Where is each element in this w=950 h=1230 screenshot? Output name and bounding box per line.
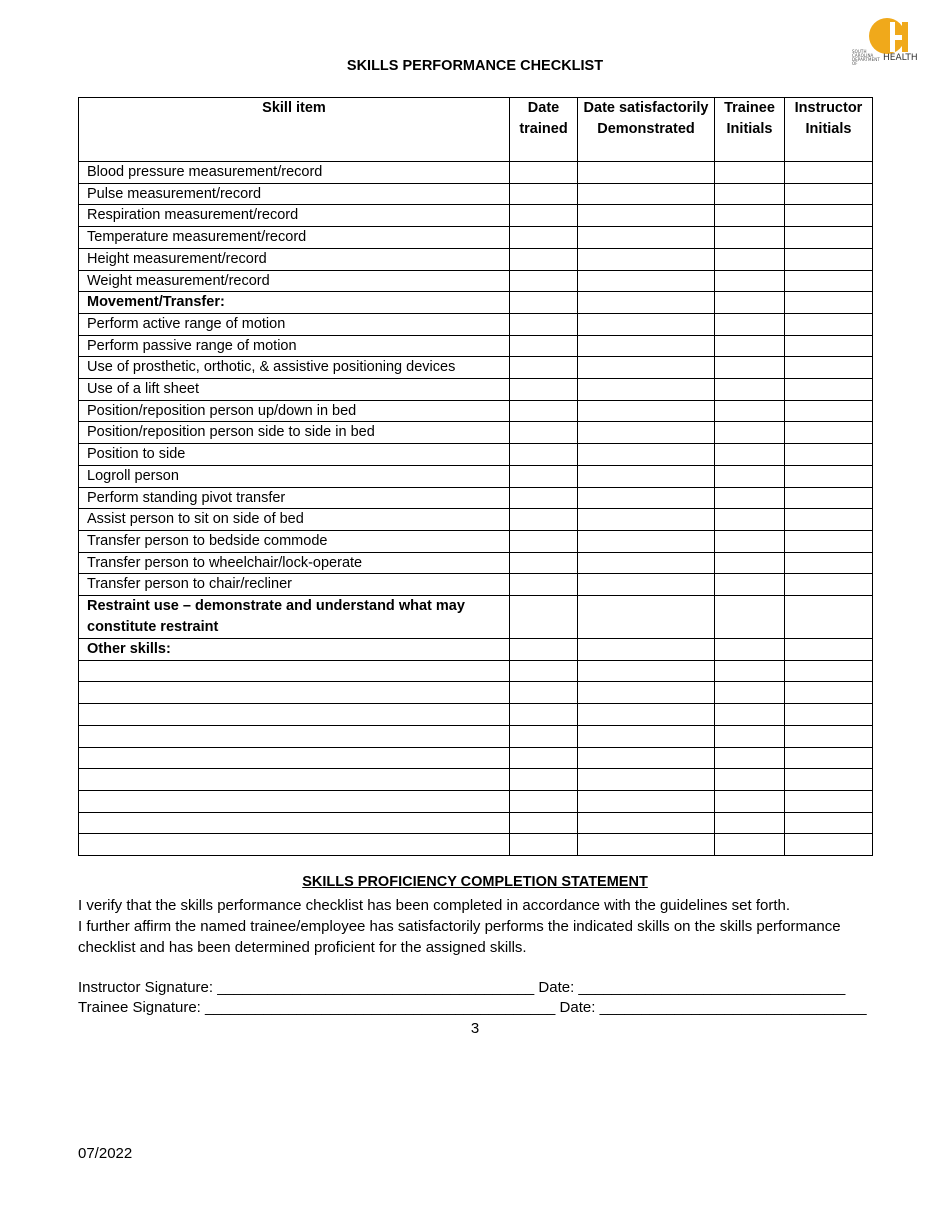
blank-skill-cell[interactable] [79,660,510,682]
blank-skill-cell[interactable] [79,747,510,769]
instructor-initials-cell[interactable] [785,270,873,292]
table-row [79,596,873,639]
trainee-initials-cell[interactable] [715,183,785,205]
date-demonstrated-cell[interactable] [578,313,715,335]
date-trained-cell[interactable] [510,682,578,704]
date-demonstrated-cell[interactable] [578,379,715,401]
date-trained-cell[interactable] [510,790,578,812]
header-date-demonstrated: Date satisfactorily Demonstrated [578,98,715,162]
blank-skill-cell[interactable] [79,704,510,726]
date-demonstrated-cell[interactable] [578,422,715,444]
date-demonstrated-cell[interactable] [578,747,715,769]
date-trained-cell[interactable] [510,769,578,791]
instructor-initials-cell[interactable] [785,400,873,422]
date-demonstrated-cell[interactable] [578,270,715,292]
instructor-initials-cell[interactable] [785,292,873,314]
statement-line-2: I further affirm the named trainee/employee has satisfactorily performs the indicated skills on the skills performance checklist and has been determined proficient for the assigned skills. [78,918,841,956]
skill-item-cell: Height measurement/record [79,248,510,270]
trainee-initials-cell[interactable] [715,660,785,682]
date-demonstrated-cell[interactable] [578,530,715,552]
trainee-initials-cell[interactable] [715,379,785,401]
skill-item-cell: Use of a lift sheet [79,379,510,401]
table-row [79,248,873,270]
date-trained-cell[interactable] [510,639,578,661]
table-row [79,747,873,769]
date-trained-cell[interactable] [510,812,578,834]
header-skill-item: Skill item [79,98,510,162]
table-row [79,422,873,444]
date-demonstrated-cell[interactable] [578,227,715,249]
trainee-signature-line[interactable]: Trainee Signature: __________________________________________ Date: ________________________________ [78,999,867,1016]
date-demonstrated-cell[interactable] [578,292,715,314]
instructor-initials-cell[interactable] [785,487,873,509]
table-row [79,660,873,682]
table-row [79,444,873,466]
trainee-initials-cell[interactable] [715,509,785,531]
skill-item-cell: Perform passive range of motion [79,335,510,357]
instructor-initials-cell[interactable] [785,812,873,834]
trainee-initials-cell[interactable] [715,444,785,466]
table-row [79,270,873,292]
blank-skill-cell[interactable] [79,725,510,747]
table-row [79,465,873,487]
instructor-initials-cell[interactable] [785,725,873,747]
date-trained-cell[interactable] [510,704,578,726]
date-trained-cell[interactable] [510,574,578,596]
instructor-initials-cell[interactable] [785,660,873,682]
table-row [79,509,873,531]
date-demonstrated-cell[interactable] [578,335,715,357]
date-trained-cell[interactable] [510,747,578,769]
date-trained-cell[interactable] [510,725,578,747]
date-demonstrated-cell[interactable] [578,487,715,509]
date-trained-cell[interactable] [510,596,578,639]
date-demonstrated-cell[interactable] [578,769,715,791]
trainee-initials-cell[interactable] [715,227,785,249]
date-trained-cell[interactable] [510,834,578,856]
date-demonstrated-cell[interactable] [578,812,715,834]
trainee-initials-cell[interactable] [715,205,785,227]
header-date-trained: Date trained [510,98,578,162]
instructor-initials-cell[interactable] [785,357,873,379]
instructor-initials-cell[interactable] [785,834,873,856]
trainee-initials-cell[interactable] [715,725,785,747]
date-demonstrated-cell[interactable] [578,790,715,812]
skill-item-cell: Blood pressure measurement/record [79,162,510,184]
table-row [79,704,873,726]
instructor-initials-cell[interactable] [785,704,873,726]
statement-text [78,895,878,958]
page-number: 3 [470,1020,480,1037]
blank-skill-cell[interactable] [79,682,510,704]
skill-item-cell: Transfer person to chair/recliner [79,574,510,596]
date-trained-cell[interactable] [510,660,578,682]
skill-item-cell: Restraint use – demonstrate and understand what may constitute restraint [79,596,510,639]
trainee-initials-cell[interactable] [715,769,785,791]
trainee-initials-cell[interactable] [715,270,785,292]
date-trained-cell[interactable] [510,270,578,292]
instructor-initials-cell[interactable] [785,769,873,791]
trainee-initials-cell[interactable] [715,487,785,509]
trainee-initials-cell[interactable] [715,422,785,444]
instructor-initials-cell[interactable] [785,682,873,704]
blank-skill-cell[interactable] [79,790,510,812]
date-trained-cell[interactable] [510,357,578,379]
instructor-initials-cell[interactable] [785,205,873,227]
date-trained-cell[interactable] [510,465,578,487]
skill-item-cell: Pulse measurement/record [79,183,510,205]
date-trained-cell[interactable] [510,487,578,509]
date-demonstrated-cell[interactable] [578,834,715,856]
date-trained-cell[interactable] [510,422,578,444]
trainee-initials-cell[interactable] [715,639,785,661]
instructor-initials-cell[interactable] [785,379,873,401]
table-row [79,769,873,791]
instructor-initials-cell[interactable] [785,183,873,205]
instructor-initials-cell[interactable] [785,465,873,487]
skill-item-cell: Transfer person to wheelchair/lock-operate [79,552,510,574]
table-row [79,682,873,704]
trainee-initials-cell[interactable] [715,400,785,422]
blank-skill-cell[interactable] [79,834,510,856]
date-demonstrated-cell[interactable] [578,444,715,466]
table-header-row [79,98,873,162]
skill-item-cell: Perform active range of motion [79,313,510,335]
date-trained-cell[interactable] [510,530,578,552]
skill-item-cell: Temperature measurement/record [79,227,510,249]
table-row [79,639,873,661]
instructor-initials-cell[interactable] [785,227,873,249]
date-trained-cell[interactable] [510,205,578,227]
page-title: SKILLS PERFORMANCE CHECKLIST [346,58,604,74]
trainee-initials-cell[interactable] [715,248,785,270]
instructor-initials-cell[interactable] [785,552,873,574]
skill-item-cell: Other skills: [79,639,510,661]
table-row [79,227,873,249]
instructor-initials-cell[interactable] [785,313,873,335]
header-trainee-initials: Trainee Initials [715,98,785,162]
trainee-initials-cell[interactable] [715,313,785,335]
trainee-initials-cell[interactable] [715,357,785,379]
statement-title: SKILLS PROFICIENCY COMPLETION STATEMENT [302,874,648,890]
table-row [79,162,873,184]
trainee-initials-cell[interactable] [715,552,785,574]
table-row [79,812,873,834]
table-row [79,183,873,205]
date-demonstrated-cell[interactable] [578,357,715,379]
date-demonstrated-cell[interactable] [578,248,715,270]
skill-item-cell: Assist person to sit on side of bed [79,509,510,531]
date-trained-cell[interactable] [510,292,578,314]
date-demonstrated-cell[interactable] [578,704,715,726]
skills-checklist-table [78,97,873,856]
date-trained-cell[interactable] [510,400,578,422]
date-trained-cell[interactable] [510,183,578,205]
trainee-initials-cell[interactable] [715,812,785,834]
date-trained-cell[interactable] [510,162,578,184]
skill-item-cell: Transfer person to bedside commode [79,530,510,552]
instructor-initials-cell[interactable] [785,790,873,812]
table-row [79,790,873,812]
table-row [79,335,873,357]
table-row [79,574,873,596]
skill-item-cell: Perform standing pivot transfer [79,487,510,509]
table-row [79,205,873,227]
blank-skill-cell[interactable] [79,812,510,834]
instructor-initials-cell[interactable] [785,574,873,596]
skill-item-cell: Respiration measurement/record [79,205,510,227]
date-demonstrated-cell[interactable] [578,162,715,184]
logo-health-text: HEALTH [883,53,918,63]
skill-item-cell: Logroll person [79,465,510,487]
instructor-initials-cell[interactable] [785,162,873,184]
date-demonstrated-cell[interactable] [578,400,715,422]
date-trained-cell[interactable] [510,313,578,335]
date-demonstrated-cell[interactable] [578,596,715,639]
table-row [79,379,873,401]
skill-item-cell: Position/reposition person side to side in bed [79,422,510,444]
skill-item-cell: Position/reposition person up/down in bed [79,400,510,422]
footer-date: 07/2022 [78,1145,133,1162]
logo-small-text: SOUTH CAROLINA DEPARTMENT OF [852,49,880,66]
date-trained-cell[interactable] [510,248,578,270]
trainee-initials-cell[interactable] [715,596,785,639]
date-demonstrated-cell[interactable] [578,509,715,531]
date-demonstrated-cell[interactable] [578,465,715,487]
trainee-initials-cell[interactable] [715,790,785,812]
trainee-initials-cell[interactable] [715,335,785,357]
statement-line-1: I verify that the skills performance checklist has been completed in accordance with the guidelines set forth. [78,897,791,914]
trainee-initials-cell[interactable] [715,530,785,552]
blank-skill-cell[interactable] [79,769,510,791]
instructor-initials-cell[interactable] [785,596,873,639]
date-demonstrated-cell[interactable] [578,639,715,661]
table-row [79,400,873,422]
trainee-initials-cell[interactable] [715,574,785,596]
instructor-initials-cell[interactable] [785,248,873,270]
date-demonstrated-cell[interactable] [578,183,715,205]
trainee-initials-cell[interactable] [715,704,785,726]
skill-item-cell: Movement/Transfer: [79,292,510,314]
date-trained-cell[interactable] [510,335,578,357]
table-body [79,162,873,856]
table-row [79,552,873,574]
instructor-signature-line[interactable]: Instructor Signature: ______________________________________ Date: ________________________________ [78,979,846,996]
date-demonstrated-cell[interactable] [578,660,715,682]
date-demonstrated-cell[interactable] [578,682,715,704]
date-demonstrated-cell[interactable] [578,552,715,574]
date-trained-cell[interactable] [510,444,578,466]
instructor-initials-cell[interactable] [785,639,873,661]
date-demonstrated-cell[interactable] [578,574,715,596]
table-row [79,357,873,379]
table-row [79,292,873,314]
table-row [79,530,873,552]
trainee-initials-cell[interactable] [715,162,785,184]
table-row [79,725,873,747]
date-demonstrated-cell[interactable] [578,725,715,747]
date-trained-cell[interactable] [510,552,578,574]
trainee-initials-cell[interactable] [715,834,785,856]
skill-item-cell: Use of prosthetic, orthotic, & assistive positioning devices [79,357,510,379]
trainee-initials-cell[interactable] [715,747,785,769]
instructor-initials-cell[interactable] [785,530,873,552]
trainee-initials-cell[interactable] [715,465,785,487]
instructor-initials-cell[interactable] [785,444,873,466]
header-instructor-initials: Instructor Initials [785,98,873,162]
date-trained-cell[interactable] [510,227,578,249]
trainee-initials-cell[interactable] [715,682,785,704]
instructor-initials-cell[interactable] [785,422,873,444]
instructor-initials-cell[interactable] [785,509,873,531]
date-trained-cell[interactable] [510,379,578,401]
date-trained-cell[interactable] [510,509,578,531]
table-row [79,313,873,335]
trainee-initials-cell[interactable] [715,292,785,314]
skill-item-cell: Weight measurement/record [79,270,510,292]
instructor-initials-cell[interactable] [785,335,873,357]
instructor-initials-cell[interactable] [785,747,873,769]
skill-item-cell: Position to side [79,444,510,466]
table-row [79,834,873,856]
date-demonstrated-cell[interactable] [578,205,715,227]
table-row [79,487,873,509]
